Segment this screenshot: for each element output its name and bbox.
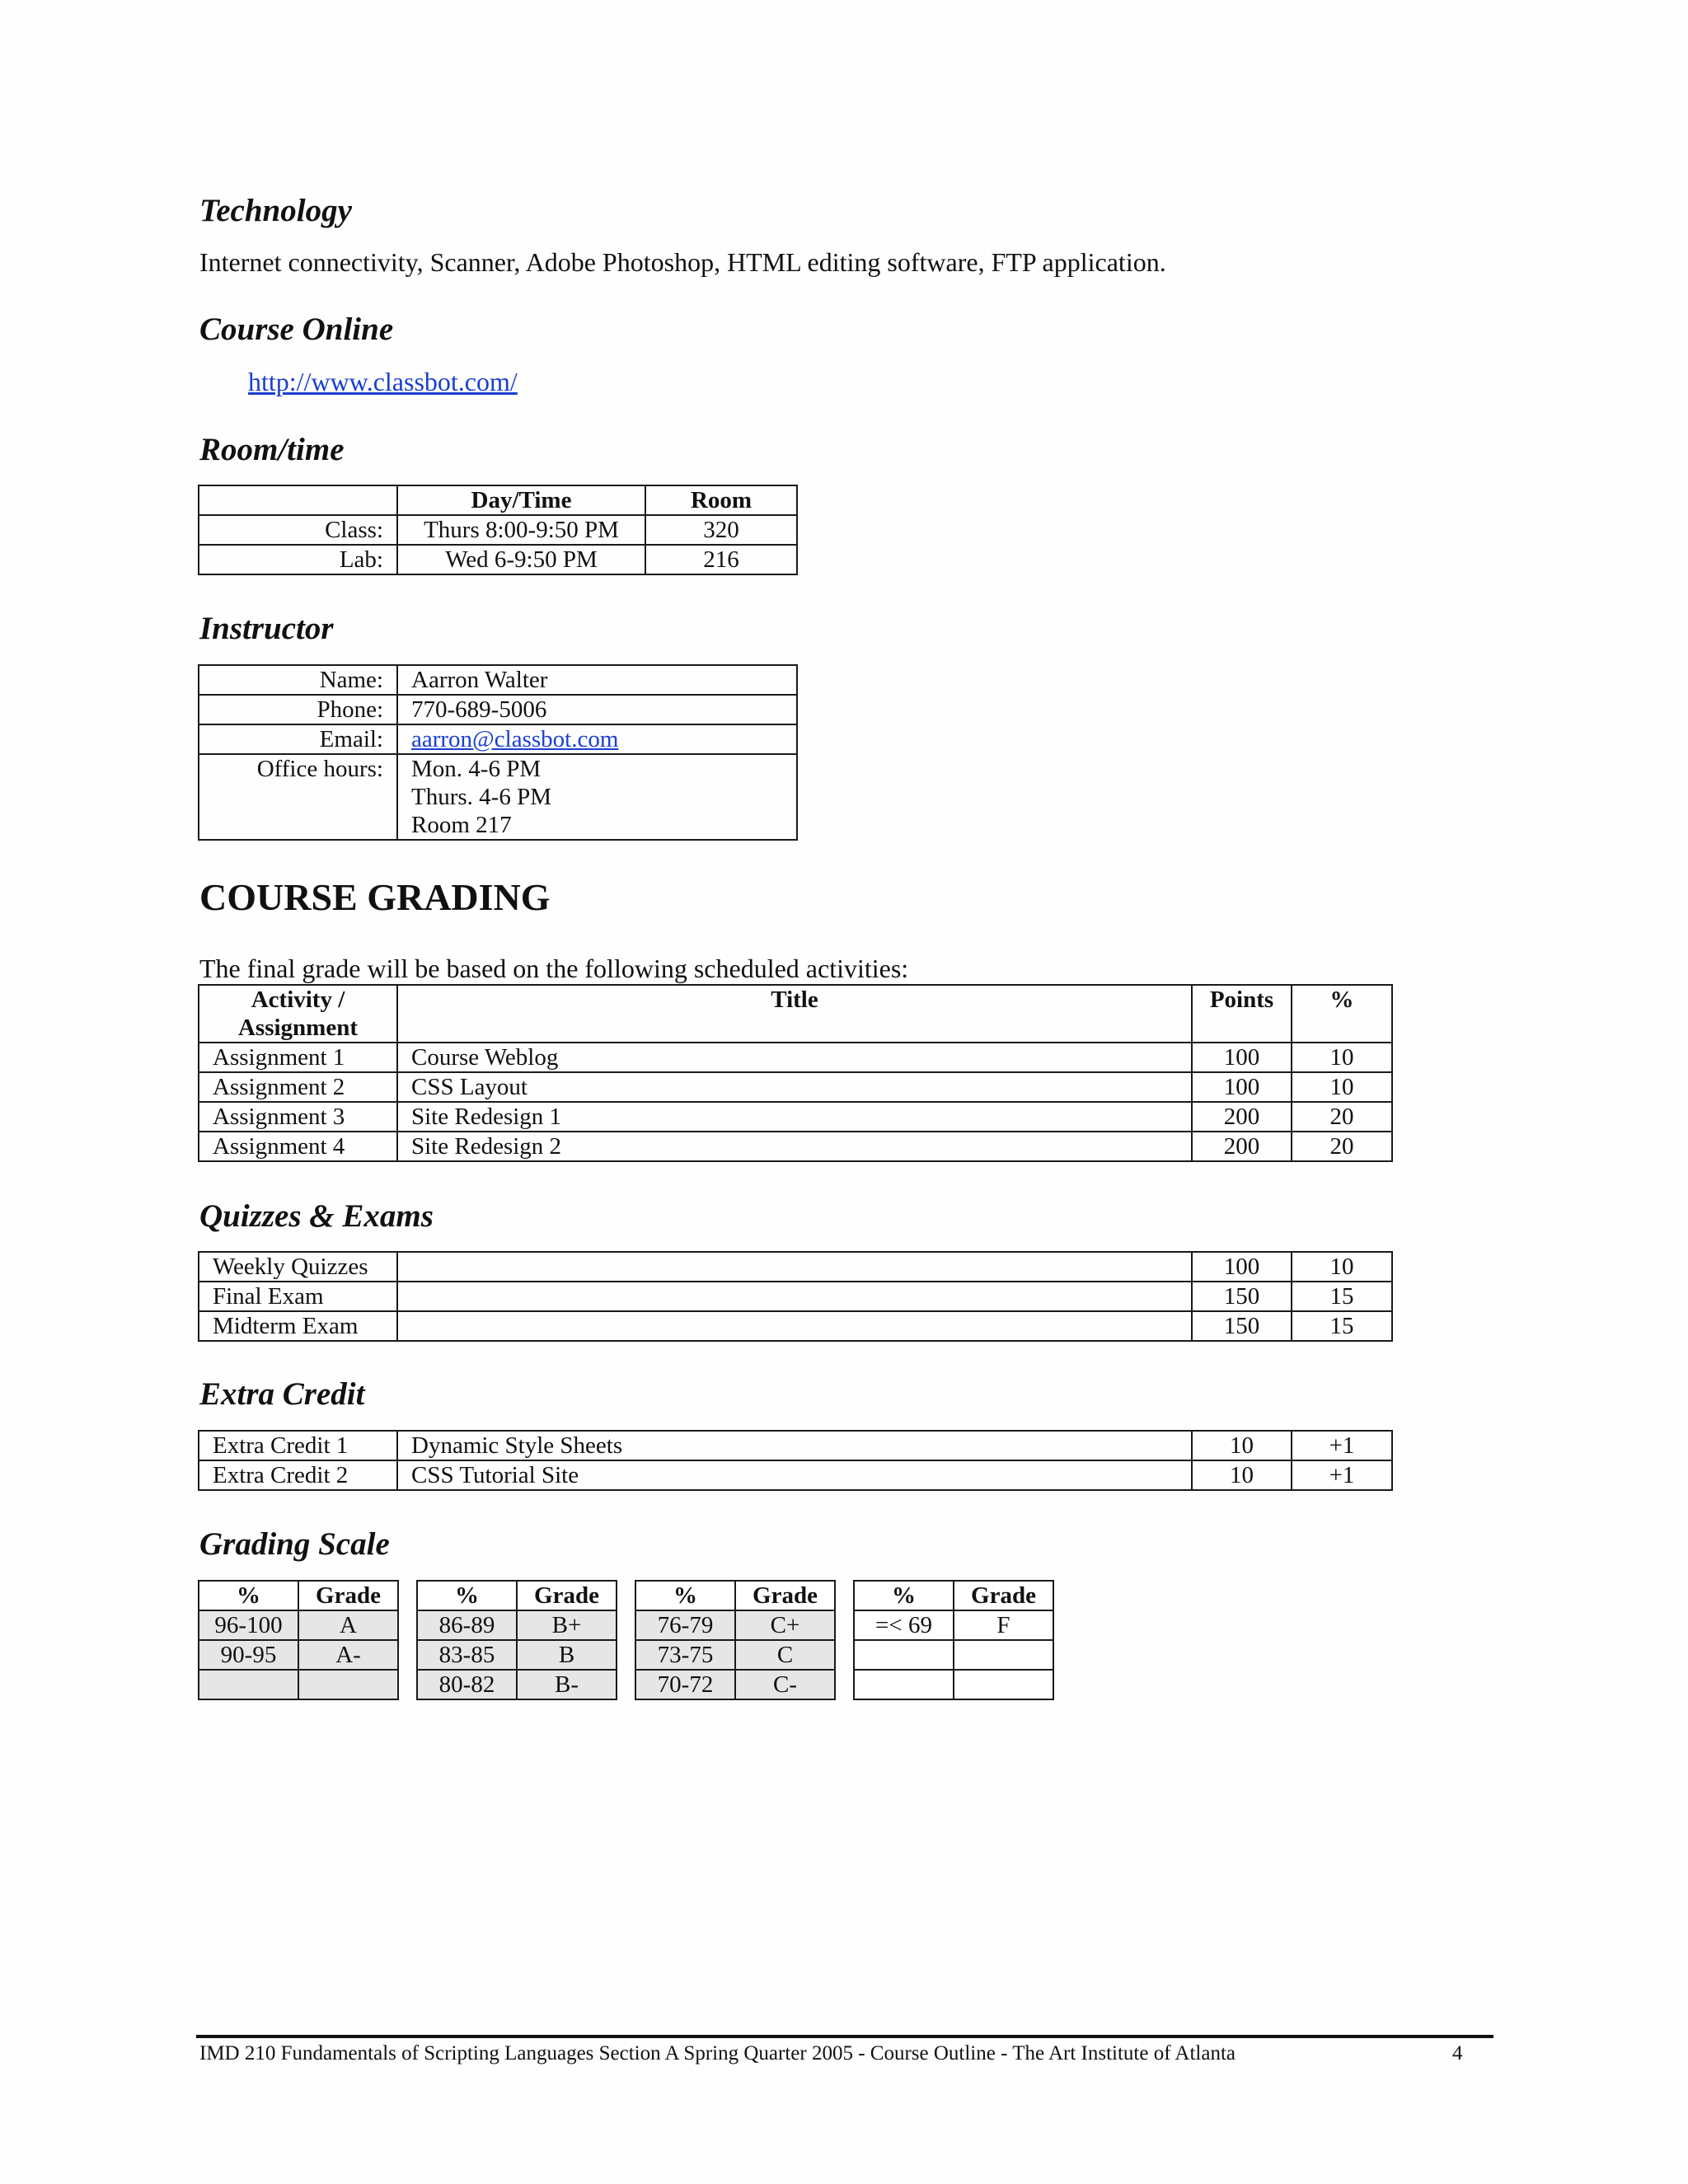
points-cell: 200 bbox=[1192, 1102, 1292, 1132]
title-cell: Dynamic Style Sheets bbox=[397, 1431, 1192, 1460]
office-hours-line: Room 217 bbox=[411, 812, 512, 838]
grading-scale-heading: Grading Scale bbox=[199, 1526, 390, 1562]
grade-header: Grade bbox=[735, 1581, 835, 1610]
table-row bbox=[635, 1640, 835, 1670]
percent-cell: 10 bbox=[1292, 1043, 1392, 1072]
letter-grade bbox=[298, 1670, 398, 1699]
table-row bbox=[199, 485, 797, 515]
table-row bbox=[199, 1132, 1392, 1161]
table-row bbox=[199, 545, 797, 574]
row-label: Class: bbox=[199, 515, 397, 545]
table-row bbox=[199, 1610, 398, 1640]
title-cell: Course Weblog bbox=[397, 1043, 1192, 1072]
technology-heading: Technology bbox=[199, 193, 352, 228]
name-label: Name: bbox=[199, 665, 397, 695]
table-header-cell: Day/Time bbox=[397, 485, 645, 515]
grading-scale-table-d bbox=[853, 1580, 1054, 1700]
table-row bbox=[199, 1640, 398, 1670]
percent-cell: 10 bbox=[1292, 1252, 1392, 1282]
row-label: Lab: bbox=[199, 545, 397, 574]
extra-credit-table bbox=[198, 1430, 1393, 1491]
percent-range: 76-79 bbox=[635, 1610, 735, 1640]
activity-cell: Assignment 3 bbox=[199, 1102, 397, 1132]
percent-header: % bbox=[635, 1581, 735, 1610]
percent-cell: 10 bbox=[1292, 1072, 1392, 1102]
percent-range: =< 69 bbox=[854, 1610, 954, 1640]
percent-range: 96-100 bbox=[199, 1610, 298, 1640]
points-cell: 200 bbox=[1192, 1132, 1292, 1161]
course-grading-heading: COURSE GRADING bbox=[199, 876, 551, 918]
grade-header: Grade bbox=[517, 1581, 617, 1610]
quizzes-table bbox=[198, 1251, 1393, 1342]
title-cell bbox=[397, 1311, 1192, 1341]
activity-cell: Midterm Exam bbox=[199, 1311, 397, 1341]
office-hours-line: Mon. 4-6 PM bbox=[411, 756, 542, 782]
table-row bbox=[635, 1610, 835, 1640]
table-row bbox=[199, 1252, 1392, 1282]
table-row bbox=[417, 1610, 617, 1640]
table-row bbox=[854, 1610, 1053, 1640]
letter-grade: C bbox=[735, 1640, 835, 1670]
title-cell bbox=[397, 1252, 1192, 1282]
letter-grade: A bbox=[298, 1610, 398, 1640]
points-cell: 10 bbox=[1192, 1431, 1292, 1460]
grading-intro: The final grade will be based on the following scheduled activities: bbox=[199, 954, 909, 983]
table-row bbox=[199, 985, 1392, 1043]
room-cell: 216 bbox=[645, 545, 797, 574]
table-row bbox=[199, 1102, 1392, 1132]
day-time-cell: Thurs 8:00-9:50 PM bbox=[397, 515, 645, 545]
percent-cell: 20 bbox=[1292, 1132, 1392, 1161]
table-row bbox=[417, 1581, 617, 1610]
table-row bbox=[635, 1670, 835, 1699]
percent-range bbox=[854, 1640, 954, 1670]
activity-cell: Final Exam bbox=[199, 1282, 397, 1311]
percent-cell: 15 bbox=[1292, 1311, 1392, 1341]
points-cell: 100 bbox=[1192, 1072, 1292, 1102]
table-row bbox=[199, 1311, 1392, 1341]
grading-scale-table-b bbox=[416, 1580, 617, 1700]
technology-text: Internet connectivity, Scanner, Adobe Photoshop, HTML editing software, FTP application. bbox=[199, 247, 1166, 277]
letter-grade bbox=[954, 1640, 1053, 1670]
course-online-heading: Course Online bbox=[199, 312, 394, 347]
grading-scale-table-a bbox=[198, 1580, 399, 1700]
footer-text: IMD 210 Fundamentals of Scripting Languages Section A Spring Quarter 2005 - Course Outline - The Art Institute of Atlanta bbox=[199, 2042, 1236, 2064]
percent-range: 83-85 bbox=[417, 1640, 517, 1670]
course-website-link[interactable]: http://www.classbot.com/ bbox=[248, 367, 518, 396]
title-header: Title bbox=[397, 985, 1192, 1043]
activity-cell: Assignment 2 bbox=[199, 1072, 397, 1102]
title-cell: CSS Tutorial Site bbox=[397, 1460, 1192, 1490]
table-row bbox=[199, 665, 797, 695]
instructor-email-link[interactable]: aarron@classbot.com bbox=[411, 726, 619, 752]
percent-header: % bbox=[199, 1581, 298, 1610]
assignments-table bbox=[198, 984, 1393, 1162]
table-row bbox=[199, 1431, 1392, 1460]
table-row bbox=[854, 1640, 1053, 1670]
percent-range: 73-75 bbox=[635, 1640, 735, 1670]
letter-grade: B- bbox=[517, 1670, 617, 1699]
points-cell: 150 bbox=[1192, 1282, 1292, 1311]
instructor-table bbox=[198, 664, 798, 841]
day-time-cell: Wed 6-9:50 PM bbox=[397, 545, 645, 574]
table-row bbox=[199, 754, 797, 840]
email-label: Email: bbox=[199, 724, 397, 754]
points-cell: 10 bbox=[1192, 1460, 1292, 1490]
table-row bbox=[854, 1670, 1053, 1699]
percent-cell: +1 bbox=[1292, 1431, 1392, 1460]
room-time-heading: Room/time bbox=[199, 432, 345, 467]
office-hours-line: Thurs. 4-6 PM bbox=[411, 784, 551, 810]
grading-scale-table-c bbox=[635, 1580, 836, 1700]
percent-range: 86-89 bbox=[417, 1610, 517, 1640]
points-cell: 150 bbox=[1192, 1311, 1292, 1341]
instructor-phone: 770-689-5006 bbox=[397, 695, 797, 724]
percent-range: 90-95 bbox=[199, 1640, 298, 1670]
percent-range: 70-72 bbox=[635, 1670, 735, 1699]
letter-grade: C+ bbox=[735, 1610, 835, 1640]
grade-header: Grade bbox=[954, 1581, 1053, 1610]
quizzes-heading: Quizzes & Exams bbox=[199, 1198, 434, 1234]
course-online-line bbox=[248, 367, 518, 396]
activity-cell: Extra Credit 1 bbox=[199, 1431, 397, 1460]
activity-header bbox=[199, 985, 397, 1043]
footer-divider bbox=[196, 2035, 1493, 2038]
points-header: Points bbox=[1192, 985, 1292, 1043]
room-time-table bbox=[198, 485, 798, 575]
title-cell bbox=[397, 1282, 1192, 1311]
table-header-cell: Room bbox=[645, 485, 797, 515]
table-row bbox=[199, 1072, 1392, 1102]
activity-cell: Weekly Quizzes bbox=[199, 1252, 397, 1282]
activity-header-line: Assignment bbox=[237, 1015, 358, 1041]
percent-range bbox=[199, 1670, 298, 1699]
percent-cell: 15 bbox=[1292, 1282, 1392, 1311]
table-row bbox=[635, 1581, 835, 1610]
points-cell: 100 bbox=[1192, 1252, 1292, 1282]
office-hours-label: Office hours: bbox=[199, 754, 397, 840]
percent-range bbox=[854, 1670, 954, 1699]
phone-label: Phone: bbox=[199, 695, 397, 724]
office-hours-cell bbox=[397, 754, 797, 840]
extra-credit-heading: Extra Credit bbox=[199, 1376, 365, 1412]
percent-header: % bbox=[417, 1581, 517, 1610]
table-header-cell bbox=[199, 485, 397, 515]
instructor-name: Aarron Walter bbox=[397, 665, 797, 695]
table-row bbox=[199, 1670, 398, 1699]
table-row bbox=[199, 1460, 1392, 1490]
percent-header: % bbox=[1292, 985, 1392, 1043]
activity-cell: Extra Credit 2 bbox=[199, 1460, 397, 1490]
activity-cell: Assignment 4 bbox=[199, 1132, 397, 1161]
table-row bbox=[199, 695, 797, 724]
email-cell bbox=[397, 724, 797, 754]
title-cell: CSS Layout bbox=[397, 1072, 1192, 1102]
table-row bbox=[417, 1670, 617, 1699]
letter-grade: B+ bbox=[517, 1610, 617, 1640]
table-row bbox=[199, 1282, 1392, 1311]
percent-header: % bbox=[854, 1581, 954, 1610]
table-row bbox=[854, 1581, 1053, 1610]
table-row bbox=[199, 724, 797, 754]
table-row bbox=[199, 515, 797, 545]
letter-grade: B bbox=[517, 1640, 617, 1670]
instructor-heading: Instructor bbox=[199, 611, 334, 646]
letter-grade bbox=[954, 1670, 1053, 1699]
grade-header: Grade bbox=[298, 1581, 398, 1610]
letter-grade: A- bbox=[298, 1640, 398, 1670]
percent-cell: +1 bbox=[1292, 1460, 1392, 1490]
room-cell: 320 bbox=[645, 515, 797, 545]
activity-cell: Assignment 1 bbox=[199, 1043, 397, 1072]
table-row bbox=[199, 1581, 398, 1610]
percent-range: 80-82 bbox=[417, 1670, 517, 1699]
points-cell: 100 bbox=[1192, 1043, 1292, 1072]
title-cell: Site Redesign 2 bbox=[397, 1132, 1192, 1161]
percent-cell: 20 bbox=[1292, 1102, 1392, 1132]
page-number: 4 bbox=[1452, 2042, 1463, 2064]
table-row bbox=[199, 1043, 1392, 1072]
title-cell: Site Redesign 1 bbox=[397, 1102, 1192, 1132]
activity-header-line: Activity / bbox=[251, 987, 345, 1013]
table-row bbox=[417, 1640, 617, 1670]
letter-grade: F bbox=[954, 1610, 1053, 1640]
letter-grade: C- bbox=[735, 1670, 835, 1699]
